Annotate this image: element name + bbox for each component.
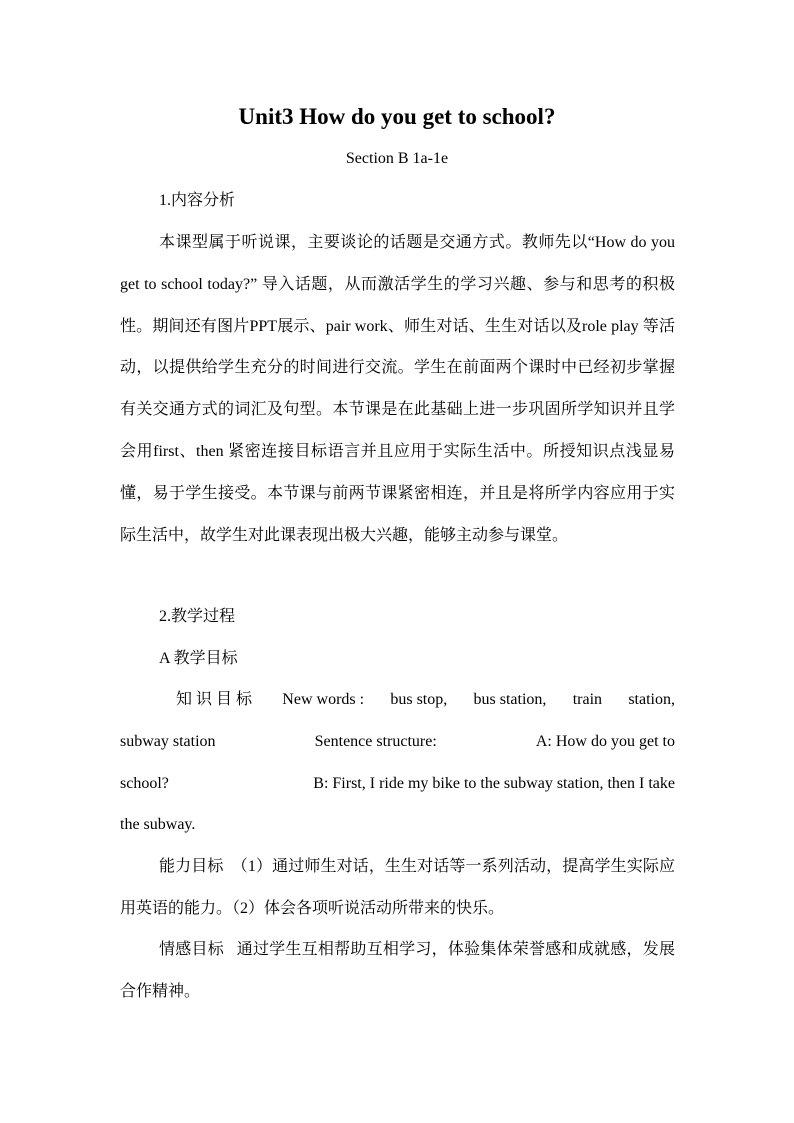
- word-train: train: [572, 691, 603, 708]
- section-2-subheading: A 教学目标: [159, 650, 238, 667]
- ability-label: 能力目标: [159, 858, 224, 875]
- knowledge-line-2: [120, 721, 675, 763]
- emotion-text: 通过学生互相帮助互相学习，体验集体荣誉感和成就感，发展合作精神。: [120, 941, 675, 1000]
- sentence-a: A: How do you get to: [535, 732, 675, 750]
- knowledge-goals: [120, 679, 675, 846]
- sentence-b-continued: the subway.: [120, 816, 196, 834]
- emotion-goals: [120, 929, 675, 1013]
- emotion-paragraph: [120, 929, 675, 1013]
- word-station: station,: [628, 691, 675, 708]
- knowledge-line-4: [120, 804, 675, 846]
- section-1-body: [120, 222, 675, 556]
- ability-text: （1）通过师生对话，生生对话等一系列活动，提高学生实际应用英语的能力。（2）体会各项听说活动所带来的快乐。: [120, 858, 675, 917]
- ability-paragraph: [120, 846, 675, 930]
- sentence-a-continued: school?: [120, 774, 169, 792]
- emotion-label: 情感目标: [159, 941, 224, 958]
- ability-goals: [120, 846, 675, 930]
- document-subtitle: Section B 1a-1e: [345, 150, 449, 167]
- knowledge-line-3: [120, 763, 675, 805]
- knowledge-label: 知识目标: [176, 691, 257, 708]
- sentence-b: B: First, I ride my bike to the subway station, then I take: [313, 774, 675, 792]
- knowledge-line-1: [120, 679, 675, 721]
- section-2-heading: 2.教学过程: [159, 608, 236, 625]
- section-1-heading: 1.内容分析: [159, 192, 236, 209]
- section-1-paragraph: 本课型属于听说课，主要谈论的话题是交通方式。教师先以“How do you get to school today?” 导入话题，从而激活学生的学习兴趣、参与和思考的积极性。期间还有图片PPT展示、pair work、师生对话、生生对话以及role play 等活动，以提供给学生充分的时间进行交流。学生在前面两个课时中已经初步掌握有关交通方式的词汇及句型。本节课是在此基础上进一步巩固所学知识并且学会用first、then 紧密连接目标语言并且应用于实际生活中。所授知识点浅显易懂，易于学生接受。本节课与前两节课紧密相连，并且是将所学内容应用于实际生活中，故学生对此课表现出极大兴趣，能够主动参与课堂。: [120, 234, 675, 544]
- word-bus-stop: bus stop,: [390, 691, 448, 708]
- document-title: Unit3 How do you get to school?: [238, 104, 556, 129]
- new-words-label: New words :: [282, 691, 365, 708]
- word-bus-station: bus station,: [473, 691, 547, 708]
- word-subway-station: subway station: [120, 732, 216, 750]
- sentence-structure-label: Sentence structure:: [314, 732, 437, 750]
